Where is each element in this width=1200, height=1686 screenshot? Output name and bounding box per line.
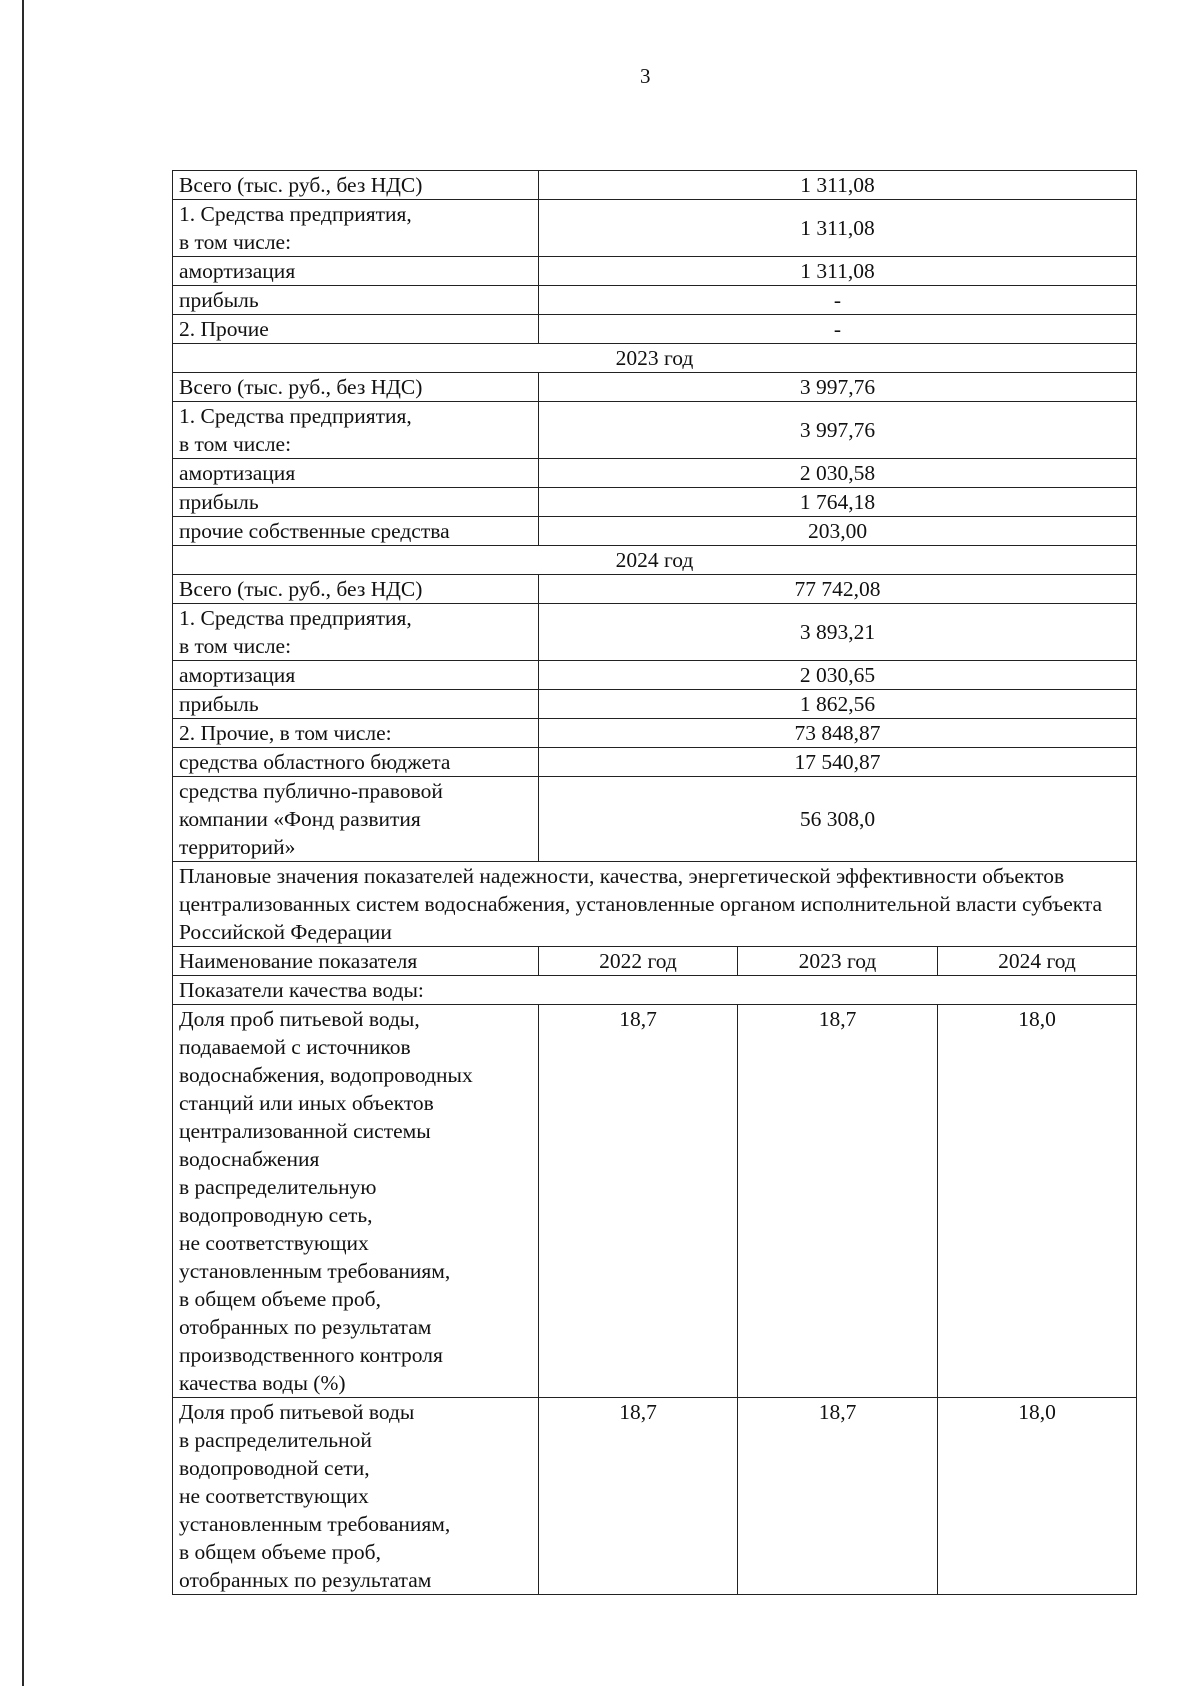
other-value: - xyxy=(539,315,1137,344)
binding-edge-line xyxy=(22,0,24,1686)
table-row xyxy=(173,777,1137,862)
table-row xyxy=(173,286,1137,315)
table-row xyxy=(173,1005,1137,1398)
investment-program-table xyxy=(172,170,1137,1595)
table-row xyxy=(173,315,1137,344)
column-header-2022: 2022 год xyxy=(539,947,738,976)
indicator-value-2024: 18,0 xyxy=(938,1005,1137,1398)
own-funds-value: 1 311,08 xyxy=(539,200,1137,257)
own-funds-value: 3 997,76 xyxy=(539,402,1137,459)
own-funds-label: 1. Средства предприятия, в том числе: xyxy=(173,604,539,661)
table-row xyxy=(173,488,1137,517)
table-row xyxy=(173,575,1137,604)
table-row xyxy=(173,1398,1137,1595)
table-row xyxy=(173,719,1137,748)
indicator-value-2023: 18,7 xyxy=(738,1398,938,1595)
indicator-value-2023: 18,7 xyxy=(738,1005,938,1398)
profit-label: прибыль xyxy=(173,690,539,719)
table-row xyxy=(173,604,1137,661)
own-funds-label: 1. Средства предприятия, в том числе: xyxy=(173,200,539,257)
group-row xyxy=(173,976,1137,1005)
own-funds-value: 3 893,21 xyxy=(539,604,1137,661)
total-label: Всего (тыс. руб., без НДС) xyxy=(173,373,539,402)
profit-value: 1 764,18 xyxy=(539,488,1137,517)
column-header-2024: 2024 год xyxy=(938,947,1137,976)
amortization-value: 1 311,08 xyxy=(539,257,1137,286)
indicator-value-2024: 18,0 xyxy=(938,1398,1137,1595)
table-row xyxy=(173,517,1137,546)
page-number: 3 xyxy=(640,64,651,88)
total-label: Всего (тыс. руб., без НДС) xyxy=(173,575,539,604)
year-heading-2023: 2023 год xyxy=(173,344,1137,373)
fund-label: средства публично-правовой компании «Фонд развития территорий» xyxy=(173,777,539,862)
regional-budget-label: средства областного бюджета xyxy=(173,748,539,777)
indicator-name: Доля проб питьевой воды в распределительной водопроводной сети, не соответствующих установленным требованиям, в общем объеме проб, отобранных по результатам xyxy=(173,1398,539,1595)
column-header-2023: 2023 год xyxy=(738,947,938,976)
section-row xyxy=(173,546,1137,575)
table-header-row xyxy=(173,947,1137,976)
indicators-heading: Плановые значения показателей надежности, качества, энергетической эффективности объектов централизованных систем водоснабжения, установленные органом исполнительной власти субъекта Российской Федерации xyxy=(173,862,1137,947)
indicator-name: Доля проб питьевой воды, подаваемой с источников водоснабжения, водопроводных станций или иных объектов централизованной системы водоснабжения в распределительную водопроводную сеть, не соответствующих установленным требованиям, в общем объеме проб, отобранных по результатам производственного контроля качества воды (%) xyxy=(173,1005,539,1398)
profit-label: прибыль xyxy=(173,488,539,517)
amortization-label: амортизация xyxy=(173,459,539,488)
section-row xyxy=(173,862,1137,947)
group-label-water-quality: Показатели качества воды: xyxy=(173,976,1137,1005)
other-label: 2. Прочие xyxy=(173,315,539,344)
table-row xyxy=(173,690,1137,719)
table-row xyxy=(173,200,1137,257)
year-heading-2024: 2024 год xyxy=(173,546,1137,575)
own-funds-label: 1. Средства предприятия, в том числе: xyxy=(173,402,539,459)
amortization-value: 2 030,58 xyxy=(539,459,1137,488)
regional-budget-value: 17 540,87 xyxy=(539,748,1137,777)
other-own-funds-label: прочие собственные средства xyxy=(173,517,539,546)
table-row xyxy=(173,171,1137,200)
section-row xyxy=(173,344,1137,373)
amortization-value: 2 030,65 xyxy=(539,661,1137,690)
table-row xyxy=(173,459,1137,488)
amortization-label: амортизация xyxy=(173,257,539,286)
indicator-value-2022: 18,7 xyxy=(539,1005,738,1398)
other-own-funds-value: 203,00 xyxy=(539,517,1137,546)
indicator-value-2022: 18,7 xyxy=(539,1398,738,1595)
total-value: 3 997,76 xyxy=(539,373,1137,402)
profit-value: - xyxy=(539,286,1137,315)
profit-label: прибыль xyxy=(173,286,539,315)
amortization-label: амортизация xyxy=(173,661,539,690)
table-row xyxy=(173,402,1137,459)
table-row xyxy=(173,257,1137,286)
other-label: 2. Прочие, в том числе: xyxy=(173,719,539,748)
column-header-name: Наименование показателя xyxy=(173,947,539,976)
fund-value: 56 308,0 xyxy=(539,777,1137,862)
profit-value: 1 862,56 xyxy=(539,690,1137,719)
total-label: Всего (тыс. руб., без НДС) xyxy=(173,171,539,200)
total-value: 77 742,08 xyxy=(539,575,1137,604)
table-row xyxy=(173,661,1137,690)
total-value: 1 311,08 xyxy=(539,171,1137,200)
other-value: 73 848,87 xyxy=(539,719,1137,748)
table-row xyxy=(173,373,1137,402)
table-row xyxy=(173,748,1137,777)
